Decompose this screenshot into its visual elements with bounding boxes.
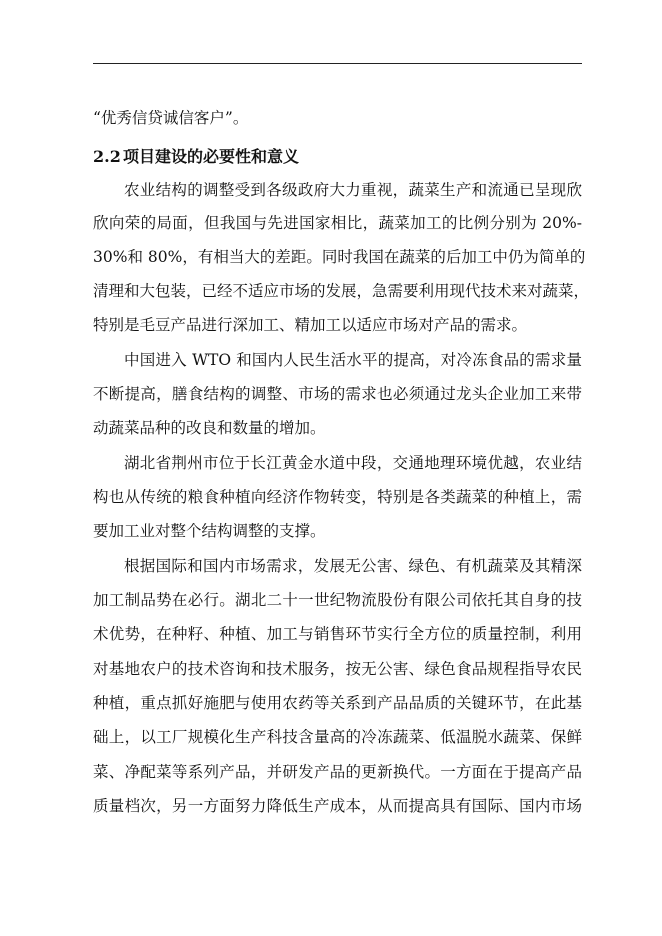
text-line: 加工制品势在必行。湖北二十一世纪物流股份有限公司依托其自身的技: [93, 591, 582, 609]
text-line: 根据国际和国内市场需求，发展无公害、绿色、有机蔬菜及其精深: [124, 557, 582, 575]
text-line: 质量档次，另一方面努力降低生产成本，从而提高具有国际、国内市场: [93, 797, 582, 815]
text-line: 构也从传统的粮食种植向经济作物转变，特别是各类蔬菜的种植上，需: [93, 488, 582, 506]
text-line: 不断提高，膳食结构的调整、市场的需求也必须通过龙头企业加工来带: [93, 385, 582, 403]
text-line: 30%和 80%，有相当大的差距。同时我国在蔬菜的后加工中仍为简单的: [93, 248, 586, 266]
text-line: 菜、净配菜等系列产品，并研发产品的更新换代。一方面在于提高产品: [93, 763, 582, 781]
text-line: 术优势，在种籽、种植、加工与销售环节实行全方位的质量控制，利用: [93, 625, 582, 643]
text-line: 湖北省荆州市位于长江黄金水道中段，交通地理环境优越，农业结: [124, 454, 582, 472]
section-title: 项目建设的必要性和意义: [123, 147, 300, 166]
text-line: 种植，重点抓好施肥与使用农药等关系到产品品质的关键环节，在此基: [93, 694, 582, 712]
header-rule: [93, 63, 582, 64]
text-line: 动蔬菜品种的改良和数量的增加。: [93, 419, 326, 437]
text-line: 要加工业对整个结构调整的支撑。: [93, 522, 326, 540]
text-line: 础上，以工厂规模化生产科技含量高的冷冻蔬菜、低温脱水蔬菜、保鲜: [93, 728, 582, 746]
text-line: 农业结构的调整受到各级政府大力重视，蔬菜生产和流通已呈现欣: [124, 181, 582, 199]
section-number: 2.2: [93, 147, 121, 166]
text-line: 特别是毛豆产品进行深加工、精加工以适应市场对产品的需求。: [93, 316, 528, 334]
text-line: 中国进入 WTO 和国内人民生活水平的提高，对冷冻食品的需求量: [124, 351, 582, 369]
continued-line: “优秀信贷诚信客户”。: [93, 109, 249, 127]
text-line: 对基地农户的技术咨询和技术服务，按无公害、绿色食品规程指导农民: [93, 660, 582, 678]
text-line: 欣向荣的局面，但我国与先进国家相比，蔬菜加工的比例分别为 20%-: [93, 214, 582, 232]
text-line: 清理和大包装，已经不适应市场的发展，急需要利用现代技术来对蔬菜，: [93, 282, 590, 300]
section-heading: [93, 147, 299, 167]
